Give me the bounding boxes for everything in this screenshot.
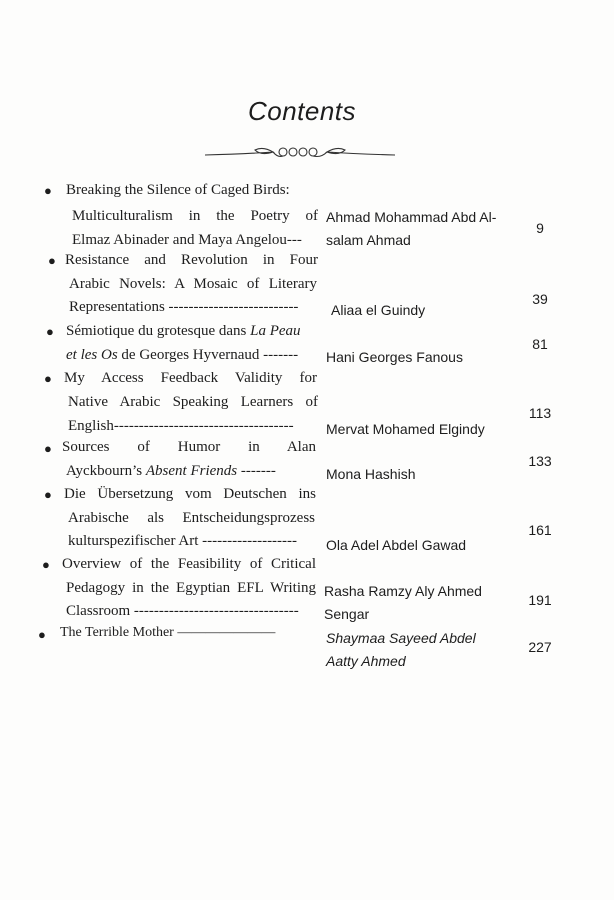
- entry-title-line: Classroom ---------------------------------: [66, 603, 299, 619]
- entry-author: Shaymaa Sayeed Abdel: [326, 630, 476, 646]
- entry-title-line: Pedagogy in the Egyptian EFL Writing: [66, 580, 316, 596]
- bullet-icon: ●: [44, 183, 52, 198]
- bullet-icon: ●: [44, 441, 52, 456]
- entry-title-line: English------------------------------------: [68, 418, 294, 434]
- entry-author: Mona Hashish: [326, 466, 416, 482]
- entry-author: Sengar: [324, 606, 370, 622]
- entry-author: Ahmad Mohammad Abd Al-: [326, 209, 497, 225]
- entry-title-line: The Terrible Mother ———————: [60, 625, 276, 640]
- entry-page-number: 191: [528, 592, 552, 608]
- bullet-icon: ●: [38, 627, 46, 642]
- entry-author: Hani Georges Fanous: [326, 349, 463, 365]
- page-title: Contents: [247, 96, 357, 126]
- flourish-divider-icon: [203, 142, 397, 164]
- entry-title-line: Sémiotique du grotesque dans La Peau: [66, 323, 301, 339]
- entry-title-line: My Access Feedback Validity for: [64, 370, 317, 386]
- entry-page-number: 227: [528, 639, 552, 655]
- entry-title-line: Arabische als Entscheidungsprozess: [68, 510, 315, 526]
- entry-author: Aliaa el Guindy: [331, 302, 426, 318]
- entry-author: salam Ahmad: [326, 232, 411, 248]
- entry-title-line: Elmaz Abinader and Maya Angelou---: [72, 232, 302, 248]
- bullet-icon: ●: [46, 324, 54, 339]
- entry-title-line: Native Arabic Speaking Learners of: [68, 394, 318, 410]
- entry-title-line: Overview of the Feasibility of Critical: [62, 556, 316, 572]
- bullet-icon: ●: [48, 253, 56, 268]
- entry-title-line: Ayckbourn’s Absent Friends -------: [66, 463, 276, 479]
- entry-title-line: Multiculturalism in the Poetry of: [72, 208, 318, 224]
- entry-page-number: 39: [532, 291, 548, 307]
- entry-title-line: et les Os de Georges Hyvernaud -------: [66, 347, 299, 363]
- entry-author: Mervat Mohamed Elgindy: [326, 421, 485, 437]
- entry-author: Aatty Ahmed: [326, 653, 406, 669]
- entry-page-number: 161: [528, 522, 552, 538]
- entry-title-line: kulturspezifischer Art -------------------: [68, 533, 298, 549]
- entry-title-line: Arabic Novels: A Mosaic of Literary: [69, 276, 317, 292]
- entry-page-number: 133: [528, 453, 552, 469]
- entry-title-line: Sources of Humor in Alan: [62, 439, 316, 455]
- bullet-icon: ●: [42, 557, 50, 572]
- entry-title-line: Resistance and Revolution in Four: [65, 252, 318, 268]
- bullet-icon: ●: [44, 371, 52, 386]
- entry-author: Rasha Ramzy Aly Ahmed: [324, 583, 482, 599]
- entry-author: Ola Adel Abdel Gawad: [326, 537, 467, 553]
- entry-page-number: 81: [532, 336, 548, 352]
- entry-title-line: Die Übersetzung vom Deutschen ins: [64, 486, 316, 502]
- entry-page-number: 9: [536, 220, 544, 236]
- entry-page-number: 113: [528, 405, 552, 421]
- bullet-icon: ●: [44, 487, 52, 502]
- entry-title-line: Breaking the Silence of Caged Birds:: [66, 182, 290, 198]
- entry-title-line: Representations --------------------------: [69, 299, 299, 315]
